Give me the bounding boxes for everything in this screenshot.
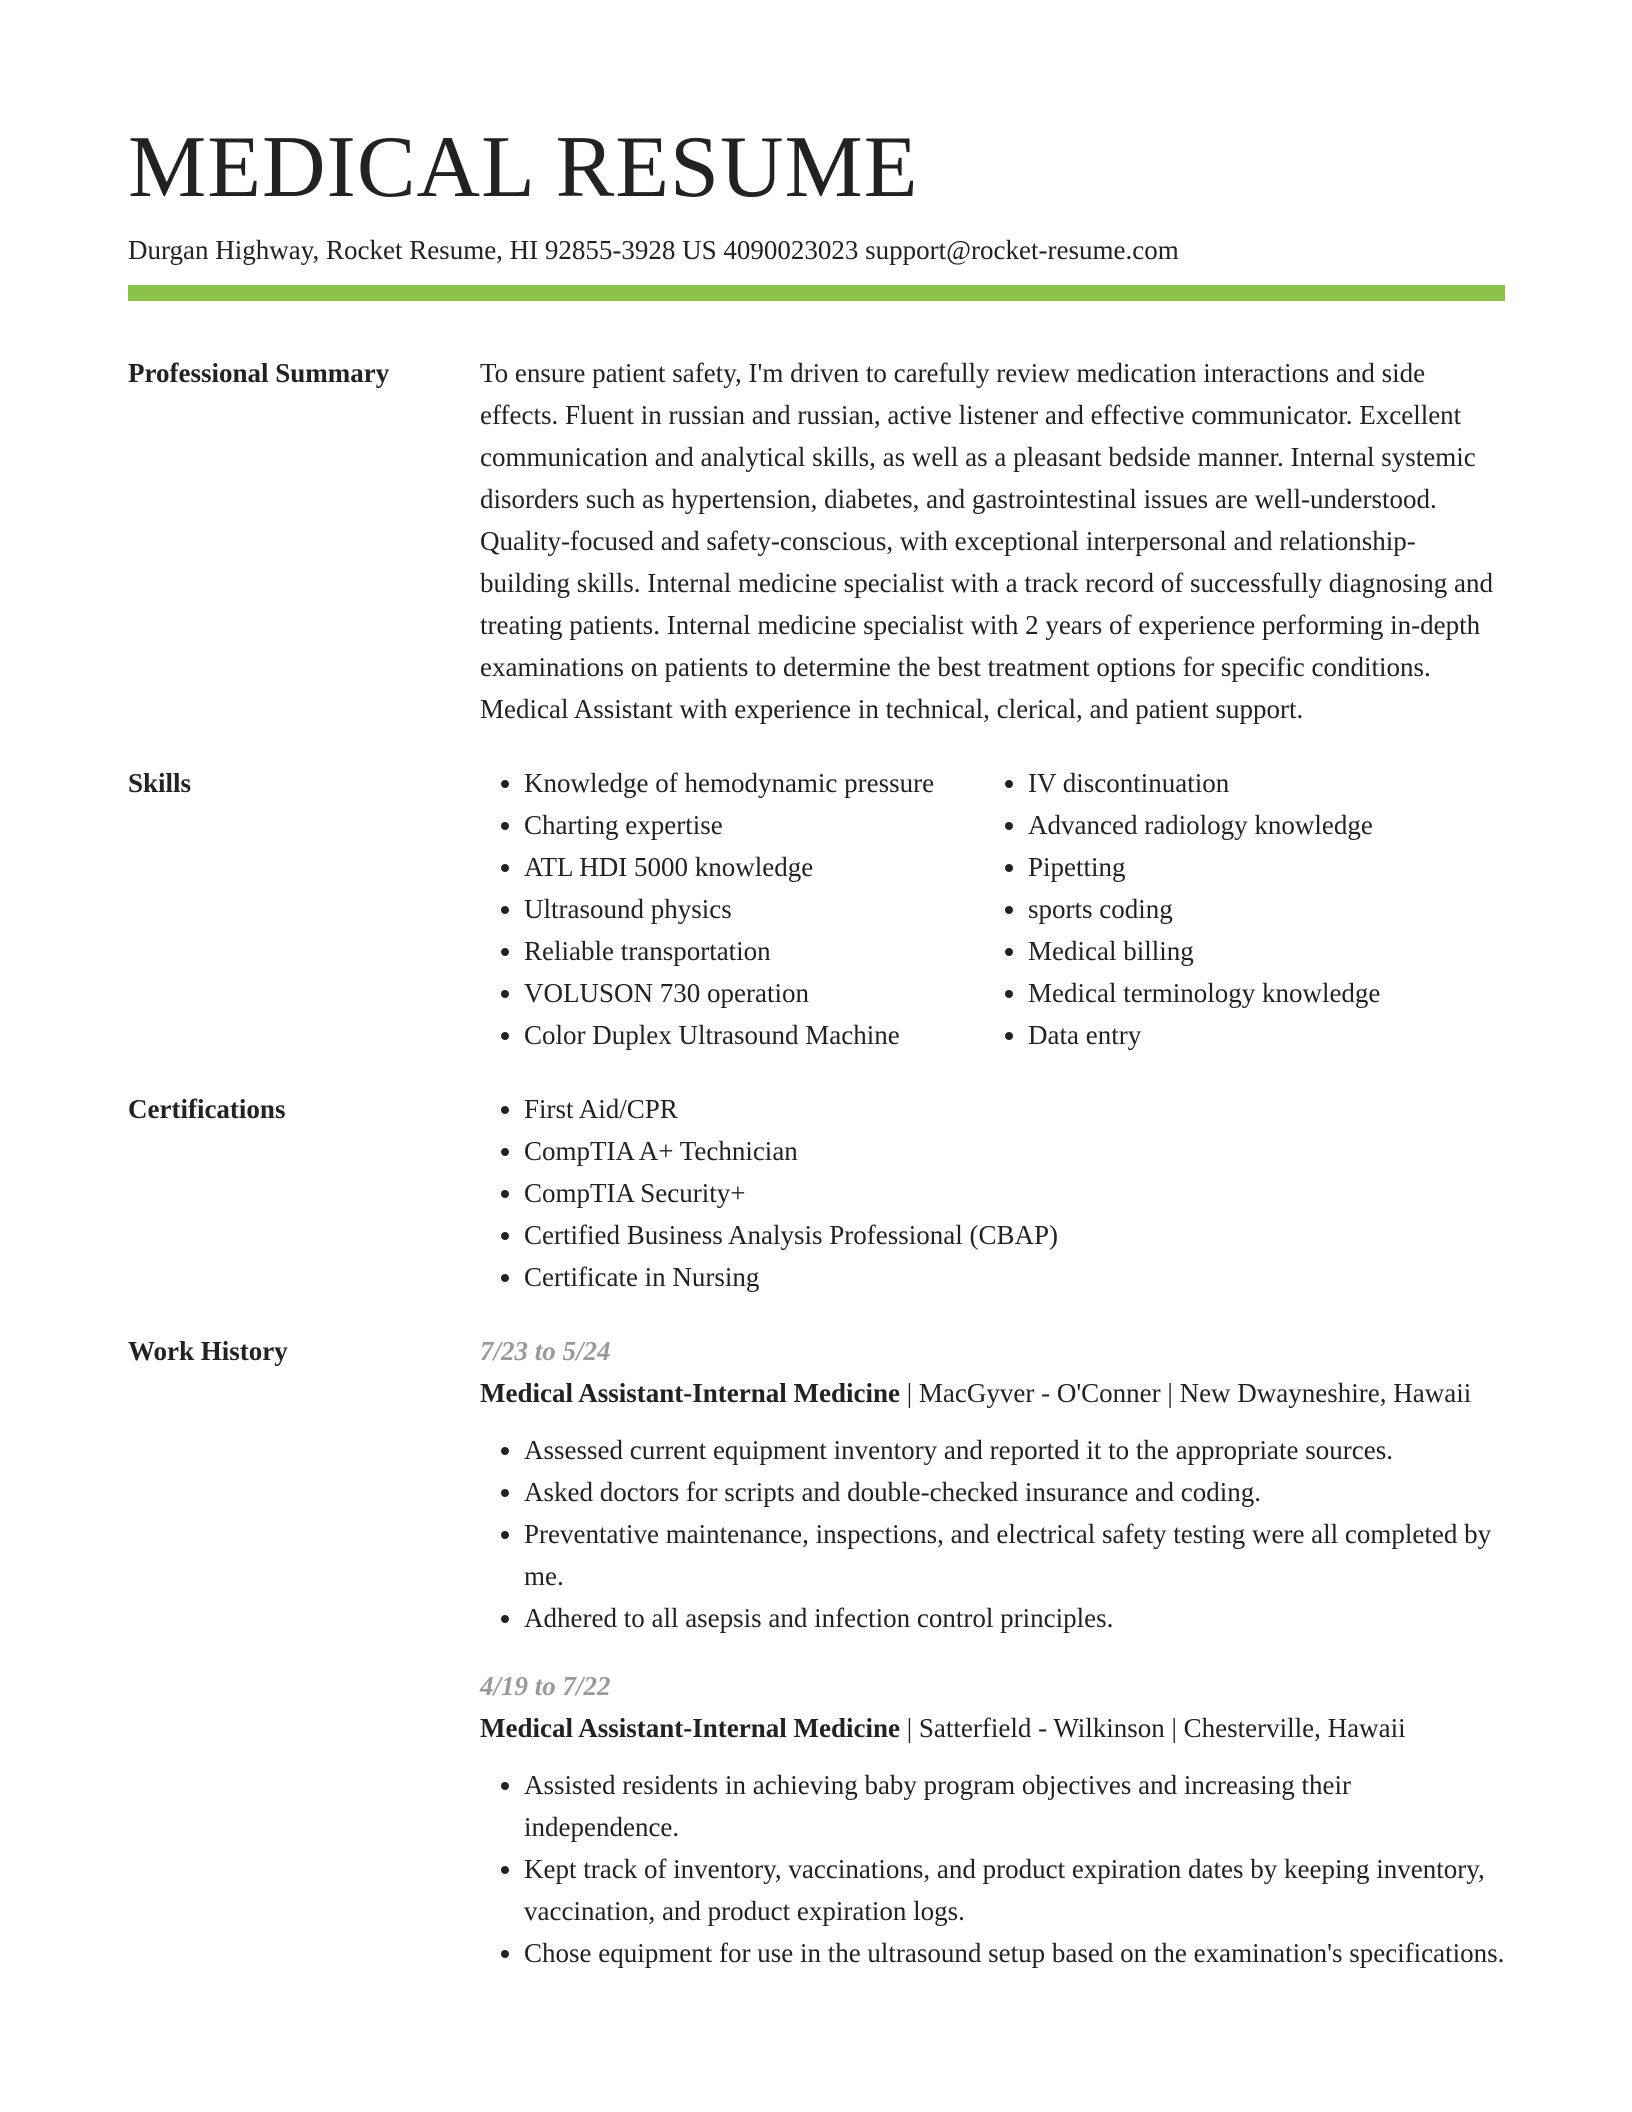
job-heading	[480, 1372, 1505, 1414]
skill-item: • Knowledge of hemodynamic pressure	[524, 762, 984, 804]
job-title: Medical Assistant-Internal Medicine	[480, 1713, 900, 1743]
skills-section	[128, 762, 1505, 1056]
resume-title: MEDICAL RESUME	[128, 119, 919, 216]
skill-item: • Reliable transportation	[524, 930, 984, 972]
certification-item: • CompTIA A+ Technician	[524, 1130, 1505, 1172]
job-duty: • Preventative maintenance, inspections, and electrical safety testing were all completed by me.	[524, 1513, 1505, 1597]
job-duty: • Kept track of inventory, vaccinations, and product expiration dates by keeping inventory, vaccination, and product expiration logs.	[524, 1848, 1505, 1932]
skills-list-left	[480, 762, 984, 1056]
certifications-label: Certifications	[128, 1094, 286, 1124]
certification-item: • Certified Business Analysis Professional (CBAP)	[524, 1214, 1505, 1256]
job-heading	[480, 1707, 1505, 1749]
resume-content	[128, 352, 1505, 1974]
job-entry	[480, 1665, 1505, 1974]
skills-list-right	[984, 762, 1380, 1056]
certifications-section	[128, 1088, 1505, 1298]
job-dates: 4/19 to 7/22	[480, 1671, 611, 1701]
job-duties-list	[480, 1764, 1505, 1974]
skill-item: • ATL HDI 5000 knowledge	[524, 846, 984, 888]
job-duty: • Assessed current equipment inventory and reported it to the appropriate sources.	[524, 1429, 1505, 1471]
certification-item: • First Aid/CPR	[524, 1088, 1505, 1130]
summary-text: To ensure patient safety, I'm driven to carefully review medication interactions and side effects. Fluent in russian and russian, active listener and effective communicator. Excellent communication and analytical skills, as well as a pleasant bedside manner. Internal systemic disorders such as hypertension, diabetes, and gastrointestinal issues are well-understood. Quality-focused and safety-conscious, with exceptional interpersonal and relationship-building skills. Internal medicine specialist with a track record of successfully diagnosing and treating patients. Internal medicine specialist with 2 years of experience performing in-depth examinations on patients to determine the best treatment options for specific conditions. Medical Assistant with experience in technical, clerical, and patient support.	[480, 358, 1493, 724]
job-employer-location: | Satterfield - Wilkinson | Chesterville, Hawaii	[899, 1713, 1406, 1743]
job-entry	[480, 1330, 1505, 1639]
work-history-section	[128, 1330, 1505, 1974]
skill-item: • VOLUSON 730 operation	[524, 972, 984, 1014]
job-dates: 7/23 to 5/24	[480, 1336, 611, 1366]
certification-item: • Certificate in Nursing	[524, 1256, 1505, 1298]
job-duty: • Asked doctors for scripts and double-checked insurance and coding.	[524, 1471, 1505, 1513]
summary-label: Professional Summary	[128, 358, 390, 388]
skill-item: • Charting expertise	[524, 804, 984, 846]
skills-label: Skills	[128, 768, 192, 798]
certifications-list	[480, 1088, 1505, 1298]
job-employer-location: | MacGyver - O'Conner | New Dwayneshire, Hawaii	[899, 1378, 1472, 1408]
skill-item: • IV discontinuation	[1028, 762, 1380, 804]
skill-item: • Medical terminology knowledge	[1028, 972, 1380, 1014]
job-duties-list	[480, 1429, 1505, 1639]
skill-item: • Medical billing	[1028, 930, 1380, 972]
header-divider	[128, 285, 1505, 301]
skill-item: • Data entry	[1028, 1014, 1380, 1056]
skill-item: • Ultrasound physics	[524, 888, 984, 930]
job-duty: • Adhered to all asepsis and infection control principles.	[524, 1597, 1505, 1639]
skill-item: • Color Duplex Ultrasound Machine	[524, 1014, 984, 1056]
contact-info: Durgan Highway, Rocket Resume, HI 92855-3928 US 4090023023 support@rocket-resume.com	[128, 235, 1179, 265]
work-history-label: Work History	[128, 1336, 288, 1366]
certification-item: • CompTIA Security+	[524, 1172, 1505, 1214]
job-title: Medical Assistant-Internal Medicine	[480, 1378, 900, 1408]
job-duty: • Chose equipment for use in the ultrasound setup based on the examination's specifications.	[524, 1932, 1505, 1974]
skill-item: • sports coding	[1028, 888, 1380, 930]
skill-item: • Pipetting	[1028, 846, 1380, 888]
job-duty: • Assisted residents in achieving baby program objectives and increasing their independence.	[524, 1764, 1505, 1848]
skill-item: • Advanced radiology knowledge	[1028, 804, 1380, 846]
summary-section	[128, 352, 1505, 730]
